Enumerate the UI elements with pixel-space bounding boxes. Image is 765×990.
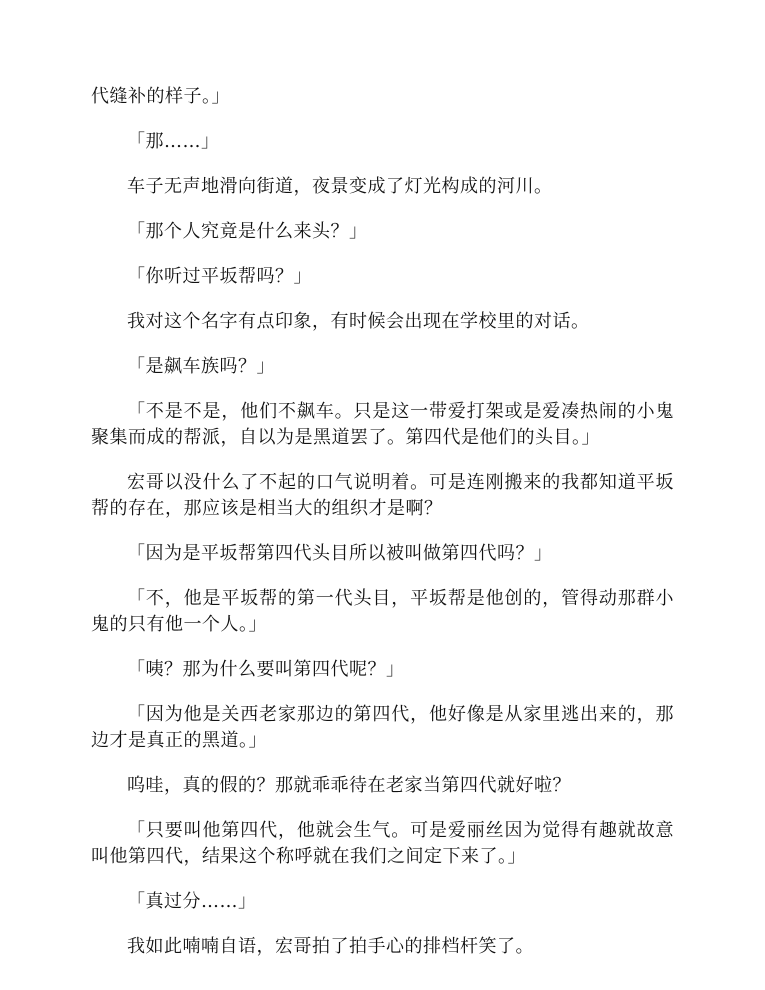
paragraph: 「那个人究竟是什么来头？」 [127,221,368,242]
paragraph: 「只要叫他第四代，他就会生气。可是爱丽丝因为觉得有趣就故意叫他第四代，结果这个称呼就在我们之间定下来了。」 [91,820,674,867]
paragraph: 「不是不是，他们不飙车。只是这一带爱打架或是爱凑热闹的小鬼聚集而成的帮派，自以为是黑道罢了。第四代是他们的头目。」 [91,401,674,448]
paragraph: 宏哥以没什么了不起的口气说明着。可是连刚搬来的我都知道平坂帮的存在，那应该是相当大的组织才是啊？ [91,472,674,519]
paragraph: 「真过分……」 [127,891,257,912]
paragraph: 「那……」 [127,131,220,152]
paragraph: 「不，他是平坂帮的第一代头目，平坂帮是他创的，管得动那群小鬼的只有他一个人。」 [91,588,674,635]
paragraph-continuation: 代缝补的样子。」 [91,86,230,107]
paragraph: 呜哇，真的假的？那就乖乖待在老家当第四代就好啦？ [127,775,571,796]
paragraph: 「因为他是关西老家那边的第四代，他好像是从家里逃出来的，那边才是真正的黑道。」 [91,704,674,751]
body-text [91,84,674,979]
paragraph: 「咦？那为什么要叫第四代呢？」 [127,659,405,680]
paragraph: 我如此喃喃自语，宏哥拍了拍手心的排档杆笑了。 [127,936,534,957]
paragraph: 车子无声地滑向街道，夜景变成了灯光构成的河川。 [127,176,553,197]
paragraph: 「因为是平坂帮第四代头目所以被叫做第四代吗？」 [127,543,553,564]
paragraph: 我对这个名字有点印象，有时候会出现在学校里的对话。 [127,311,590,332]
paragraph: 「你听过平坂帮吗？」 [127,266,312,287]
paragraph: 「是飙车族吗？」 [127,356,275,377]
